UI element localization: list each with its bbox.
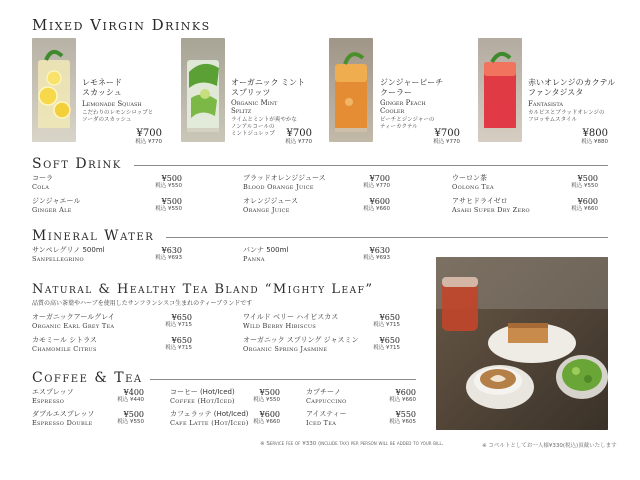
tea-section-note: 品質の高い茶葉やハーブを使用したサンフランシスコ生まれのティーブランドです bbox=[32, 300, 253, 307]
cafe-latte-en: Cafe Latte (Hot/Iced) bbox=[170, 419, 249, 427]
mint-en-line1: Organic Mint bbox=[231, 99, 278, 107]
mineral-water-title: Mineral Water bbox=[32, 228, 155, 244]
lemonade-desc-2: ソーダのスカッシュ bbox=[82, 117, 132, 123]
mint-en-line2: Splitz bbox=[231, 107, 252, 115]
mint-desc-1: ライムとミントが爽やかな bbox=[231, 117, 297, 123]
lemonade-squash-photo bbox=[32, 38, 76, 142]
wild-berry-jp: ワイルド ベリー ハイビスカス bbox=[243, 313, 339, 321]
lemonade-jp-line2: スカッシュ bbox=[82, 88, 122, 97]
chamomile-tax: 税込 ¥715 bbox=[165, 345, 192, 351]
sanpellegrino-tax: 税込 ¥693 bbox=[155, 255, 182, 261]
asahi-zero-en: Asahi Super Dry Zero bbox=[452, 206, 530, 214]
blood-orange-tax: 税込 ¥770 bbox=[363, 183, 390, 189]
panna-en: Panna bbox=[243, 255, 265, 263]
ginger-peach-desc-2: ティーカクテル bbox=[380, 124, 418, 130]
chamomile-jp: カモミール シトラス bbox=[32, 336, 97, 344]
oolong-jp: ウーロン茶 bbox=[452, 174, 487, 182]
jasmine-price: ¥650 bbox=[379, 336, 400, 345]
fantasista-price: ¥800 bbox=[582, 128, 608, 139]
espresso-tax: 税込 ¥440 bbox=[117, 397, 144, 403]
fantasista-jp-line2: ファンタジスタ bbox=[528, 88, 584, 97]
blood-orange-price: ¥700 bbox=[369, 174, 390, 183]
coffee-en: Coffee (Hot/Iced) bbox=[170, 397, 235, 405]
mineral-water-rule bbox=[166, 237, 608, 238]
iced-tea-price: ¥550 bbox=[395, 410, 416, 419]
earl-grey-tax: 税込 ¥715 bbox=[165, 322, 192, 328]
fantasista-desc-1: カルピスとブラッドオレンジの bbox=[528, 110, 605, 116]
sanpellegrino-price: ¥630 bbox=[161, 246, 182, 255]
lemonade-en: Lemonade Squash bbox=[82, 100, 142, 108]
iced-tea-jp: アイスティー bbox=[306, 410, 347, 418]
ginger-ale-price: ¥500 bbox=[161, 197, 182, 206]
mint-jp-line2: スプリッツ bbox=[231, 88, 271, 97]
ginger-peach-en-line2: Cooler bbox=[380, 107, 405, 115]
espresso-price: ¥400 bbox=[123, 388, 144, 397]
mint-price: ¥700 bbox=[286, 128, 312, 139]
earl-grey-price: ¥650 bbox=[171, 313, 192, 322]
cappuccino-price: ¥600 bbox=[395, 388, 416, 397]
mint-jp-line1: オーガニック ミント bbox=[231, 78, 306, 87]
jasmine-tax: 税込 ¥715 bbox=[373, 345, 400, 351]
mixed-drinks-title: Mixed Virgin Drinks bbox=[32, 16, 211, 34]
ginger-peach-tax: 税込 ¥770 bbox=[433, 139, 460, 145]
double-espresso-en: Espresso Double bbox=[32, 419, 93, 427]
wild-berry-tax: 税込 ¥715 bbox=[373, 322, 400, 328]
double-espresso-tax: 税込 ¥550 bbox=[117, 419, 144, 425]
orange-juice-price: ¥600 bbox=[369, 197, 390, 206]
ginger-ale-jp: ジンジャエール bbox=[32, 197, 81, 205]
ginger-peach-jp-line1: ジンジャーピーチ bbox=[380, 78, 444, 87]
earl-grey-en: Organic Earl Grey Tea bbox=[32, 322, 115, 330]
ginger-peach-price: ¥700 bbox=[434, 128, 460, 139]
oolong-price: ¥500 bbox=[577, 174, 598, 183]
fantasista-photo bbox=[478, 38, 522, 142]
coffee-jp: コーヒー (Hot/Iced) bbox=[170, 388, 235, 396]
panna-jp: パンナ 500ml bbox=[243, 246, 289, 254]
ginger-ale-tax: 税込 ¥550 bbox=[155, 206, 182, 212]
coffee-tea-rule bbox=[150, 379, 416, 380]
soft-drink-rule bbox=[134, 165, 608, 166]
double-espresso-jp: ダブルエスプレッソ bbox=[32, 410, 95, 418]
lemonade-jp-line1: レモネード bbox=[82, 78, 122, 87]
coffee-tea-title: Coffee & Tea bbox=[32, 370, 143, 386]
lemonade-price: ¥700 bbox=[136, 128, 162, 139]
cola-en: Cola bbox=[32, 183, 50, 191]
mint-tax: 税込 ¥770 bbox=[285, 139, 312, 145]
fantasista-en: Fantasista bbox=[528, 100, 564, 108]
earl-grey-jp: オーガニックアールグレイ bbox=[32, 313, 115, 321]
cappuccino-en: Cappuccino bbox=[306, 397, 347, 405]
cola-jp: コーラ bbox=[32, 174, 53, 182]
lemonade-desc-1: こだわりのレモンシロップと bbox=[82, 110, 154, 116]
sanpellegrino-en: Sanpellegrino bbox=[32, 255, 84, 263]
orange-juice-jp: オレンジジュース bbox=[243, 197, 298, 205]
espresso-en: Espresso bbox=[32, 397, 65, 405]
cafe-latte-tax: 税込 ¥660 bbox=[253, 419, 280, 425]
cola-price: ¥500 bbox=[161, 174, 182, 183]
mint-desc-2: ノンアルコールの bbox=[231, 124, 275, 130]
cappuccino-jp: カプチーノ bbox=[306, 388, 341, 396]
coffee-price: ¥500 bbox=[259, 388, 280, 397]
cafe-latte-price: ¥600 bbox=[259, 410, 280, 419]
sanpellegrino-jp: サンペレグリノ 500ml bbox=[32, 246, 105, 254]
panna-tax: 税込 ¥693 bbox=[363, 255, 390, 261]
blood-orange-jp: ブラッドオレンジジュース bbox=[243, 174, 326, 182]
mint-splitz-photo bbox=[181, 38, 225, 142]
mint-desc-3: ミントジュレップ bbox=[231, 131, 275, 137]
service-fee-note-en: ※ Service fee of ¥330 (include tax) per person will be added to your bill. bbox=[260, 441, 444, 447]
jasmine-en: Organic Spring Jasmine bbox=[243, 345, 328, 353]
cafe-latte-jp: カフェラッテ (Hot/Iced) bbox=[170, 410, 249, 418]
asahi-zero-jp: アサヒドライゼロ bbox=[452, 197, 508, 205]
ginger-peach-en-line1: Ginger Peach bbox=[380, 99, 426, 107]
oolong-tax: 税込 ¥550 bbox=[571, 183, 598, 189]
iced-tea-tax: 税込 ¥605 bbox=[389, 419, 416, 425]
ginger-peach-photo bbox=[329, 38, 373, 142]
ginger-peach-desc-1: ピーチとジンジャーの bbox=[380, 117, 435, 123]
orange-juice-tax: 税込 ¥660 bbox=[363, 206, 390, 212]
fantasista-jp-line1: 赤いオレンジのカクテル bbox=[528, 78, 616, 87]
service-fee-note-jp: ※ コペルトとしてお一人様¥330(税込)頂戴いたします bbox=[482, 443, 617, 449]
fantasista-tax: 税込 ¥880 bbox=[581, 139, 608, 145]
cappuccino-tax: 税込 ¥660 bbox=[389, 397, 416, 403]
chamomile-en: Chamomile Citrus bbox=[32, 345, 97, 353]
chamomile-price: ¥650 bbox=[171, 336, 192, 345]
ginger-ale-en: Ginger Ale bbox=[32, 206, 72, 214]
tea-section-title: Natural & Healthy Tea Bland “Mighty Leaf” bbox=[32, 282, 374, 297]
wild-berry-en: Wild Berry Hibiscus bbox=[243, 322, 317, 330]
panna-price: ¥630 bbox=[369, 246, 390, 255]
iced-tea-en: Iced Tea bbox=[306, 419, 337, 427]
asahi-zero-tax: 税込 ¥660 bbox=[571, 206, 598, 212]
coffee-tax: 税込 ¥550 bbox=[253, 397, 280, 403]
blood-orange-en: Blood Orange Juice bbox=[243, 183, 314, 191]
asahi-zero-price: ¥600 bbox=[577, 197, 598, 206]
double-espresso-price: ¥500 bbox=[123, 410, 144, 419]
jasmine-jp: オーガニック スプリング ジャスミン bbox=[243, 336, 359, 344]
ginger-peach-jp-line2: クーラー bbox=[380, 88, 412, 97]
wild-berry-price: ¥650 bbox=[379, 313, 400, 322]
orange-juice-en: Orange Juice bbox=[243, 206, 290, 214]
cafe-table-photo bbox=[436, 257, 608, 430]
cola-tax: 税込 ¥550 bbox=[155, 183, 182, 189]
soft-drink-title: Soft Drink bbox=[32, 156, 122, 172]
espresso-jp: エスプレッソ bbox=[32, 388, 74, 396]
lemonade-tax: 税込 ¥770 bbox=[135, 139, 162, 145]
oolong-en: Oolong Tea bbox=[452, 183, 494, 191]
fantasista-desc-2: フロッサムスタイル bbox=[528, 117, 578, 123]
